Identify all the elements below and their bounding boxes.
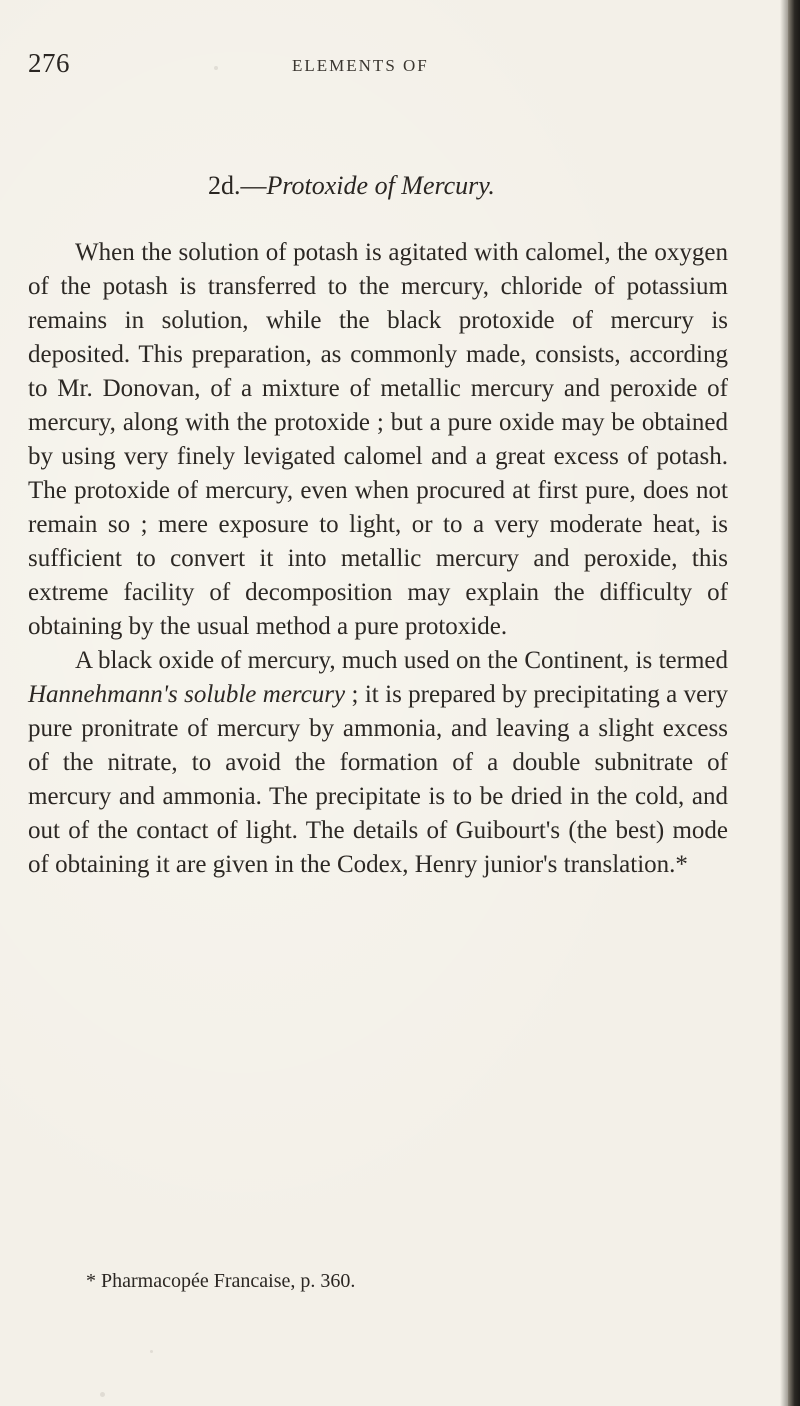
- section-title: Protoxide of Mercury.: [266, 171, 495, 200]
- paper-spot: [100, 1392, 105, 1397]
- paragraph-2-start: A black oxide of mercury, much used on the Continent, is termed: [75, 647, 728, 674]
- binding-shadow: [780, 0, 788, 1406]
- paper-spot: [150, 1350, 153, 1353]
- binding-edge: [788, 0, 800, 1406]
- footnote: * Pharmacopée Francaise, p. 360.: [86, 1270, 356, 1292]
- running-head: [28, 48, 728, 78]
- paragraph-2: [28, 644, 728, 882]
- paper-spot: [214, 66, 218, 70]
- paragraph-1: When the solution of potash is agitated with calomel, the oxygen of the potash is transferred to the mercury, chloride of potassium remains in solution, while the black protoxide of mercury is deposited. This preparation, as commonly made, consists, according to Mr. Donovan, of a mixture of metallic mercury and peroxide of mercury, along with the protoxide ; but a pure oxide may be obtained by using very finely levigated calomel and a great excess of potash. The protoxide of mercury, even when procured at first pure, does not remain so ; mere exposure to light, or to a very moderate heat, is sufficient to convert it into metallic mercury and peroxide, this extreme facility of decomposition may explain the difficulty of obtaining by the usual method a pure protoxide.: [28, 239, 728, 640]
- section-heading: [208, 171, 495, 201]
- paragraph-2-italic-term: Hannehmann's soluble mercury: [28, 681, 346, 708]
- page-number: 276: [28, 48, 70, 78]
- body-text: [28, 236, 728, 882]
- section-label: 2d.—: [208, 171, 267, 200]
- running-head-title: ELEMENTS OF: [292, 56, 429, 75]
- paragraph-2-end: ; it is prepared by precipitating a very pure pronitrate of mercury by ammonia, and leaving a slight excess of the nitrate, to avoid the formation of a double subnitrate of mercury and ammonia. The precipitate is to be dried in the cold, and out of the contact of light. The details of Guibourt's (the best) mode of obtaining it are given in the Codex, Henry junior's translation.*: [28, 681, 729, 878]
